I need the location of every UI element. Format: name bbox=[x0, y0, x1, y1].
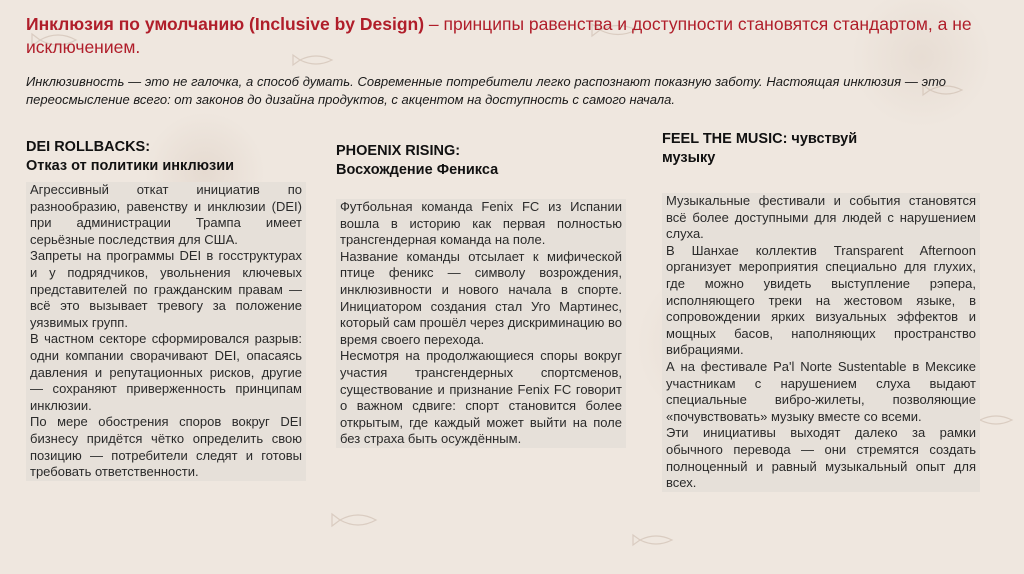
paragraph: А на фестивале Pa'l Norte Sustentable в Мексике участникам с нарушением слуха выдают специальные вибро-жилеты, позволяющие «почувствовать» музыку вместе со всеми. bbox=[666, 358, 976, 424]
paragraph: Футбольная команда Fenix FC из Испании вошла в историю как первая полностью трансгендерная команда на поле. bbox=[340, 199, 622, 248]
column-heading-1: DEI ROLLBACKS: Отказ от политики инклюзии bbox=[26, 139, 235, 174]
title-rest: – принципы равенства и доступности становятся стандартом, а не исключением. bbox=[26, 14, 972, 57]
intro-text: Инклюзивность — это не галочка, а способ думать. Современные потребители легко распознают показную заботу. Настоящая инклюзия — это переосмысление всего: от законов до дизайна продуктов, с акцентом на доступность с самого начала. bbox=[26, 74, 946, 107]
title-bold: Инклюзия по умолчанию (Inclusive by Design) bbox=[26, 14, 425, 34]
paragraph: Запреты на программы DEI в госструктурах и у подрядчиков, увольнения ключевых представителей по гражданским правам — всё это вызывает тревогу за положение уязвимых групп. bbox=[30, 248, 302, 330]
column-phoenix-rising bbox=[336, 142, 626, 448]
column-body bbox=[336, 199, 626, 448]
paragraph: Музыкальные фестивали и события становятся всё более доступными для людей с нарушением слуха. bbox=[666, 193, 976, 242]
slide-title bbox=[26, 13, 986, 59]
paragraph: Эти инициативы выходят далеко за рамки обычного перевода — они стремятся создать полноценный и равный музыкальный опыт для всех. bbox=[666, 425, 976, 491]
paragraph: Название команды отсылает к мифической птице феникс — символу возрождения, инклюзивности и нового начала в спорте. Инициатором создания стал Уго Мартинес, который сам прошёл через дискриминацию во время своего перехода. bbox=[340, 248, 622, 347]
column-body bbox=[662, 193, 980, 492]
column-heading-2: PHOENIX RISING: Восхождение Феникса bbox=[336, 143, 499, 178]
paragraph: Агрессивный откат инициатив по разнообразию, равенству и инклюзии (DEI) при администрации Трампа имеет серьёзные последствия для США. bbox=[30, 182, 302, 247]
column-feel-the-music bbox=[662, 130, 980, 492]
column-dei-rollbacks bbox=[26, 138, 306, 481]
paragraph: В Шанхае коллектив Transparent Afternoon организует мероприятия специально для глухих, где можно увидеть выступление рэпера, исполняющего треки на жестовом языке, в сопровождении ярких визуальных эффектов и мощных басов, наполняющих пространство вибрациями. bbox=[666, 242, 976, 358]
column-heading-3: FEEL THE MUSIC: чувствуй музыку bbox=[662, 131, 858, 166]
paragraph: Несмотря на продолжающиеся споры вокруг участия трансгендерных спортсменов, существование и признание Fenix FC говорит о важном сдвиге: спорт становится более открытым, где каждый может выйти на поле без страха быть осуждённым. bbox=[340, 348, 622, 447]
column-body bbox=[26, 182, 306, 481]
paragraph: В частном секторе сформировался разрыв: одни компании сворачивают DEI, опасаясь давления и репутационных рисков, другие — сохраняют приверженность принципам инклюзии. bbox=[30, 331, 302, 413]
paragraph: По мере обострения споров вокруг DEI бизнесу придётся чётко определить свою позицию — потребители следят и готовы требовать ответственности. bbox=[30, 414, 302, 480]
